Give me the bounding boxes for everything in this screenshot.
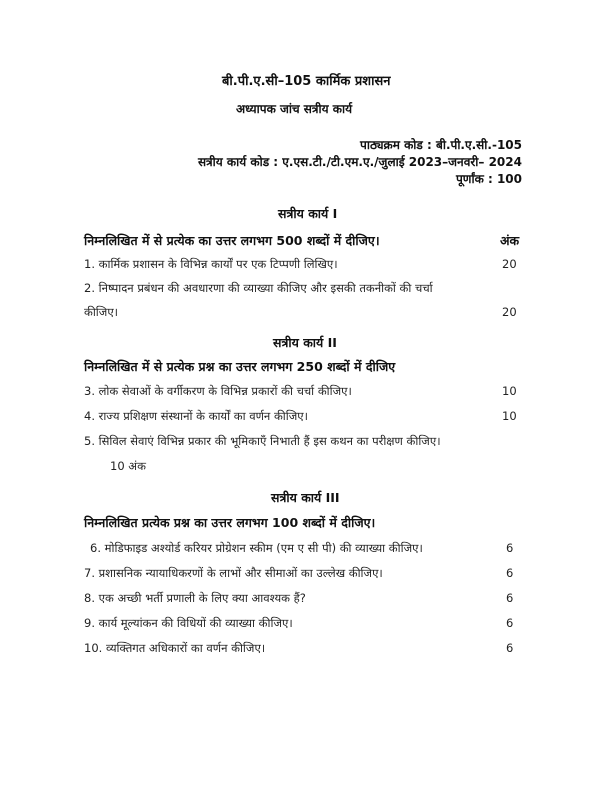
course-code: पाठ्यक्रम कोड : बी.पी.ए.सी.-105 (360, 138, 522, 152)
question-1-marks: 20 (502, 257, 517, 271)
section-instruction-2: निम्नलिखित में से प्रत्येक प्रश्न का उत्तर लगभग 250 शब्दों में दीजिए (84, 359, 396, 374)
question-2: 2. निष्पादन प्रबंधन की अवधारणा की व्याख्या कीजिए और इसकी तकनीकों की चर्चा (84, 281, 433, 295)
question-5: 5. सिविल सेवाएं विभिन्न प्रकार की भूमिकाएँ निभाती हैं इस कथन का परीक्षण कीजिए। (84, 434, 441, 448)
question-8-marks: 6 (506, 591, 514, 605)
max-marks: पूर्णांक : 100 (455, 172, 522, 186)
section-heading-2: सत्रीय कार्य II (273, 335, 337, 350)
marks-column-label: अंक (500, 233, 520, 248)
section-instruction-3: निम्नलिखित प्रत्येक प्रश्न का उत्तर लगभग 100 शब्दों में दीजिए। (84, 515, 376, 530)
document-title: बी.पी.ए.सी–105 कार्मिक प्रशासन (222, 74, 391, 89)
assignment-code: सत्रीय कार्य कोड : ए.एस.टी./टी.एम.ए./जुलाई 2023–जनवरी– 2024 (197, 155, 522, 169)
question-5-marks: 10 अंक (110, 459, 146, 473)
question-2-continued: कीजिए। (84, 305, 119, 319)
question-2-marks: 20 (502, 305, 517, 319)
question-7: 7. प्रशासनिक न्यायाधिकरणों के लाभों और सीमाओं का उल्लेख कीजिए। (84, 566, 383, 580)
question-6: 6. मोडिफाइड अश्योर्ड करियर प्रोग्रेशन स्कीम (एम ए सी पी) की व्याख्या कीजिए। (90, 541, 423, 555)
question-6-marks: 6 (506, 541, 514, 555)
question-10-marks: 6 (506, 641, 514, 655)
question-8: 8. एक अच्छी भर्ती प्रणाली के लिए क्या आवश्यक हैं? (84, 591, 306, 605)
question-3-marks: 10 (502, 384, 517, 398)
question-4-marks: 10 (502, 409, 517, 423)
question-9-marks: 6 (506, 616, 514, 630)
document-subtitle: अध्यापक जांच सत्रीय कार्य (236, 102, 353, 116)
question-7-marks: 6 (506, 566, 514, 580)
question-10: 10. व्यक्तिगत अधिकारों का वर्णन कीजिए। (84, 641, 266, 655)
section-instruction-1: निम्नलिखित में से प्रत्येक का उत्तर लगभग 500 शब्दों में दीजिए। (84, 233, 380, 248)
question-9: 9. कार्य मूल्यांकन की विधियों की व्याख्या कीजिए। (84, 616, 293, 630)
section-heading-1: सत्रीय कार्य I (278, 206, 338, 221)
question-4: 4. राज्य प्रशिक्षण संस्थानों के कार्यों का वर्णन कीजिए। (84, 409, 308, 423)
section-heading-3: सत्रीय कार्य III (271, 490, 340, 505)
question-3: 3. लोक सेवाओं के वर्गीकरण के विभिन्न प्रकारों की चर्चा कीजिए। (84, 384, 352, 398)
question-1: 1. कार्मिक प्रशासन के विभिन्न कार्यों पर एक टिप्पणी लिखिए। (84, 257, 338, 271)
